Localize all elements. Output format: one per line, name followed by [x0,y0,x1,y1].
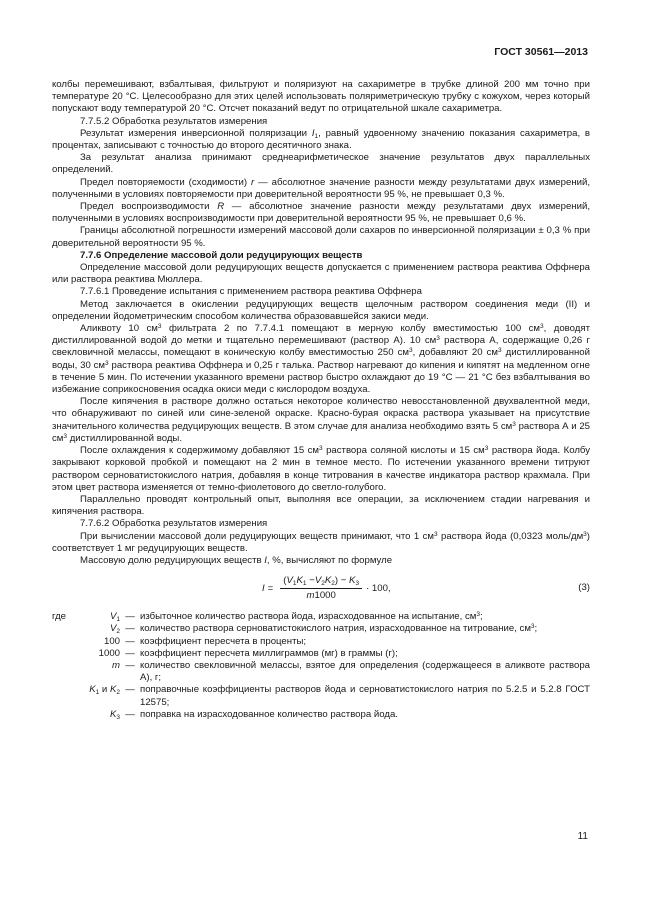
document-body [52,79,590,721]
paragraph-polarize: колбы перемешивают, взбалтывая, фильтруют и поляризуют на сахариметре в трубке длиной 200 мм точно при температуре 20 °С. Целесообразно для этих целей использовать поляриметрическую трубку с кожухом, через который попускают воду температурой 20 °С. Отсчет показаний ведут по отрицательной шкале сахариметра. [52,79,590,115]
definition-row: 1000 — коэффициент пересчета миллиграммов (мг) в граммы (г); [98,647,398,659]
paragraph-inversion-result: Результат измерения инверсионной поляризации $I_1$, равный удвоенному значению показания сахариметра, в процентах, записывают с точностью до второго десятичного знака. [52,127,591,152]
formula-numerator: $(V_1K_1 -V_2K_2) - K_3$ [280,575,362,589]
paragraph-after-boiling: После кипячения в растворе должно остаться некоторое количество невосстановленной двухвалентной меди, что обнаруживают по синей или сине-зеленой окраске. Красно-бурая окраска раствора указывает на присутствие значительного количества редуцирующих веществ. В этом случае для анализа необходимо взять 5 $см^3$ раствора А и 25 $см^3$ дистиллированной воды. [52,396,591,444]
paragraph-mass-fraction: Массовую долю редуцирующих веществ I, %, вычисляют по формуле [80,554,393,566]
definition-row: $V_2$ — количество раствора серноватистокислого натрия, израсходованное на титрование, $см^3$; [109,623,538,636]
paragraph-after-cooling: После охлаждения к содержимому добавляют 15 $см^3$ раствора соляной кислоты и 15 $см^3$ раствора йода. Колбу закрывают корковой пробкой и помещают на 2 мин в темное место. По истечении указанного времени титруют раствором серноватистокислого натрия, добавляя в конце титрования в качестве индикатора раствор крахмала. При этом цвет раствора изменяется от темно-фиолетового до светло-голубого. [52,445,590,493]
standard-code-header: ГОСТ 30561—2013 [494,46,588,58]
paragraph-calculation: При вычислении массовой доли редуцирующих веществ принимают, что 1 $см^3$ раствора йода (0,0323 моль/$дм^3$) соответствует 1 мг редуцирующих веществ. [52,530,590,554]
definition-row: $K_3$ — поправка на израсходованное количество раствора йода. [109,708,398,721]
definition-row: $K_1$ и $K_2$ — поправочные коэффициенты растворов йода и серноватистокислого натрия по 5.2.5 и 5.2.8 ГОСТ 12575; [89,684,590,708]
page-number: 11 [577,831,588,842]
paragraph-reproducibility: Предел воспроизводимости R — абсолютное значение разности между результатами двух измерений, полученными в условиях воспроизводимости при доверительной вероятности 95 %, не превышает 0,6 %. [52,201,590,225]
section-7-7-6-heading: 7.7.6 Определение массовой доли редуцирующих веществ [80,249,363,261]
paragraph-repeatability: Предел повторяемости (сходимости) r — абсолютное значение разности между результатами двух измерений, полученными в условиях повторяемости при доверительной вероятности 95 %, не превышает 0,3 %. [52,176,590,200]
formula-fraction [280,575,362,602]
formula-3 [52,573,590,607]
formula-number: (3) [578,582,590,594]
definition-row: m — количество свекловичной мелассы, взятое для определения (содержащееся в аликвоте раствора А), г; [112,659,590,684]
paragraph-control-test: Параллельно проводят контрольный опыт, выполняя все операции, за исключением стадии нагревания и кипячения раствора. [52,493,590,518]
paragraph-method: Метод заключается в окислении редуцирующих веществ щелочным раствором соединения меди (II) и определении йодометрическим способом количества образовавшейся закиси меди. [52,298,590,322]
section-7-7-6-1-heading: 7.7.6.1 Проведение испытания с применением раствора реактива Оффнера [80,286,422,298]
variable-definitions [52,611,590,721]
paragraph-aliquot: Аликвоту 10 $см^3$ фильтрата 2 по 7.7.4.1 помещают в мерную колбу вместимостью 100 $см^3$, доводят дистиллированной водой до метки и тщательно перемешивают (раствор А). 10 $см^3$ раствора А, содержащие 0,26 г свекловичной мелассы, помещают в коническую колбу вместимостью 250 $см^3$, добавляют 20 $см^3$ дистиллированной воды, 30 $см^3$ раствора реактива Оффнера и 0,25 г талька. Раствор нагревают до кипения и кипятят на медленном огне в течение 5 мин. По истечении указанного времени раствор быстро охлаждают до 19 °С — 21 °С без взбалтывания во избежание соприкосновения осадка окиси меди с кислородом воздуха. [52,323,591,396]
section-7-7-6-2-heading: 7.7.6.2 Обработка результатов измерения [80,518,268,530]
section-7-7-5-2-heading: 7.7.5.2 Обработка результатов измерения [80,115,268,127]
formula-denominator: m1000 [306,590,336,602]
paragraph-determination: Определение массовой доли редуцирующих веществ допускается с применением раствора реактива Оффнера или раствора реактива Мюллера. [52,262,590,286]
definition-row: 100 — коэффициент пересчета в проценты; [103,635,307,647]
paragraph-error-bounds: Границы абсолютной погрешности измерений массовой доли сахаров по инверсионной поляризации ± 0,3 % при доверительной вероятности 95 %. [52,225,590,249]
paragraph-mean-result: За результат анализа принимают среднеарифметическое значение результатов двух параллельных определений. [52,152,590,176]
definition-row: где $V_1$ — избыточное количество раствора йода, израсходованное на испытание, $см^3$; [52,611,483,624]
formula-expression: I = $\frac{(V_1K_1 -V_2K_2) - K_3}{m1000}$ · 100, [262,575,391,602]
